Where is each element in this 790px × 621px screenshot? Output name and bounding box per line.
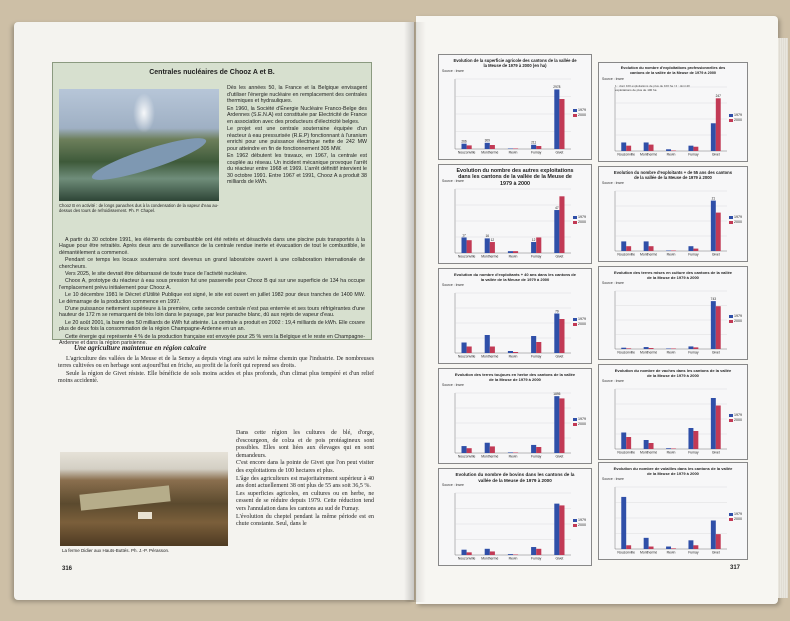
chart-svg [599, 267, 749, 361]
legend-label-1979: 1979 [734, 413, 742, 417]
bar-1979-Revin [666, 349, 671, 350]
bar-1979-Monthermé [485, 549, 490, 555]
field-shape [79, 485, 170, 510]
legend-2000 [573, 422, 586, 427]
section-heading: Une agriculture maintenue en région calcaire [74, 344, 207, 352]
nuclear-plant-photo [59, 89, 219, 201]
category-label: Fumay [531, 254, 542, 259]
chart-source: Source : Insee [602, 379, 624, 383]
bar-1979-Givet [711, 520, 716, 549]
bar-1979-Fumay [688, 428, 693, 449]
category-label: Revin [508, 254, 518, 259]
bar-2000-Monthermé [490, 347, 495, 354]
box-paragraph: Le 10 décembre 1981 le Décret d'Utilité Publique est signé, le site est ouvert en juillet 1982 pour deux tranches de 1400 MW. Le démarrage de la production commence en 1997. [59, 292, 365, 305]
chart-7 [438, 368, 592, 464]
category-label: Monthermé [481, 354, 499, 359]
steam-plume [133, 93, 155, 133]
legend-label-1979: 1979 [578, 518, 586, 522]
bar-1979-Nouzonville [621, 241, 626, 251]
category-label: Nouzonville [617, 550, 635, 555]
bar-1979-Revin [508, 554, 513, 555]
category-label: Fumay [688, 350, 699, 355]
chart-svg [439, 469, 593, 567]
data-label: 266 [461, 139, 467, 144]
bar-2000-Nouzonville [626, 545, 631, 549]
chart-source: Source : Insee [442, 69, 464, 73]
bar-2000-Fumay [536, 342, 541, 353]
chart-title: Evolution des terres mises en culture des cantons de la vallée de la Meuse de 1979 à 2000 [613, 270, 733, 280]
legend-2000 [729, 517, 742, 522]
category-label: Revin [508, 354, 518, 359]
body-paragraph: C'est encore dans la pointe de Givet que l'on peut visiter des exploitations de 100 hectares et plus. [236, 460, 374, 474]
bar-2000-Fumay [693, 147, 698, 151]
bar-2000-Givet [716, 213, 721, 251]
bar-2000-Revin [513, 352, 518, 353]
chart-source: Source : Insee [602, 281, 624, 285]
legend-2000 [729, 418, 742, 423]
bar-2000-Monthermé [649, 145, 654, 151]
legend-label-2000: 2000 [734, 517, 742, 521]
bar-2000-Monthermé [649, 246, 654, 251]
box-full-text [59, 237, 365, 348]
legend-label-1979: 1979 [734, 215, 742, 219]
data-label: 21 [711, 196, 716, 201]
box-paragraph: Vers 2025, le site devrait être débarrassé de toute trace de l'activité nucléaire. [65, 271, 248, 278]
page-number-left: 316 [62, 566, 73, 572]
box-paragraph: A partir du 30 octobre 1991, les éléments du combustible ont été retirés et désactivés dans une piscine puis transportés à la Hague pour être retraités. Après deux ans de surveillance de la centrale rendue inerte et évacuation de tout le combustible, le démantèlement a commencé. [59, 237, 365, 256]
category-label: Revin [508, 150, 518, 155]
bar-1979-Revin [508, 251, 513, 253]
category-label: Monthermé [481, 150, 499, 155]
category-label: Fumay [688, 152, 699, 157]
chart-title: Evolution du nombre d'exploitants + de 55 ans des cantons de la vallée de la Meuse de 1979 à 2000 [613, 170, 733, 181]
chart-svg [439, 369, 593, 465]
legend-label-1979: 1979 [734, 113, 742, 117]
legend-label-2000: 2000 [578, 523, 586, 527]
bar-2000-Givet [716, 306, 721, 349]
bar-2000-Givet [559, 505, 564, 555]
chart-title: Evolution du nombre des autres exploitations dans les cantons de la vallée de la Meuse de 1979 à 2000 [456, 168, 574, 187]
legend-label-2000: 2000 [578, 422, 586, 426]
farm-caption-text: La ferme Didier aux Hauts-Buttés. [62, 548, 130, 553]
category-label: Nouzonville [617, 450, 635, 455]
category-label: Revin [666, 252, 676, 257]
chart-8 [598, 364, 748, 460]
box-paragraph: En 1962 débutent les travaux, en 1967, la centrale est couplée au réseau. Un incident mécanique provoque l'arrêt du réacteur entre 1968 et 1969. L'arrêt définitif intervient le 30 octobre 1991. Entre 1967 et 1991, Chooz A a produit 38 milliards de kWh. [227, 153, 367, 185]
category-label: Revin [666, 450, 676, 455]
category-label: Fumay [688, 450, 699, 455]
category-label: Monthermé [640, 252, 658, 257]
category-label: Nouzonville [617, 152, 635, 157]
chart-svg [599, 365, 749, 461]
legend-label-1979: 1979 [734, 314, 742, 318]
bar-1979-Nouzonville [461, 446, 466, 453]
bar-1979-Monthermé [644, 241, 649, 251]
box-paragraph: Cette énergie qui représente 4 % de la production française est envoyée pour 25 % vers la Belgique et le reste en Champagne-Ardenne et dans la région parisienne. [59, 333, 365, 347]
category-label: Givet [711, 450, 720, 455]
bar-1979-Revin [508, 452, 513, 453]
chart-source: Source : Insee [602, 181, 624, 185]
bar-2000-Revin [513, 453, 518, 454]
bar-1979-Givet [711, 201, 716, 251]
bar-1979-Fumay [531, 445, 536, 453]
bar-2000-Fumay [536, 549, 541, 555]
bar-1979-Nouzonville [461, 550, 466, 555]
bar-1979-Revin [666, 547, 671, 549]
legend-label-2000: 2000 [734, 319, 742, 323]
box-title: Centrales nucléaires de Chooz A et B. [149, 69, 275, 76]
category-label: Fumay [531, 354, 542, 359]
category-label: Revin [666, 550, 676, 555]
chart-legend [729, 215, 742, 225]
category-label: Monthermé [640, 550, 658, 555]
category-label: Revin [666, 152, 676, 157]
bar-1979-Fumay [688, 346, 693, 349]
bar-2000-Givet [559, 398, 564, 453]
bar-1979-Monthermé [485, 443, 490, 453]
bar-1979-Givet [554, 89, 559, 149]
bar-2000-Fumay [693, 431, 698, 449]
box-paragraph: Pendant ce temps les locaux souterrains sont devenus un grand laboratoire ouvert à une collaboration internationale de chercheurs. [59, 257, 365, 270]
box-column-text [227, 85, 367, 187]
chart-title: Evolution du nombre d'exploitations professionnelles des cantons de la vallée de la Meuse de 1979 à 2000 [620, 66, 726, 75]
bar-2000-Givet [559, 196, 564, 253]
bar-2000-Monthermé [649, 547, 654, 549]
category-label: Nouzonville [457, 354, 476, 359]
bar-1979-Revin [508, 149, 513, 150]
legend-label-1979: 1979 [578, 317, 586, 321]
bar-2000-Monthermé [490, 145, 495, 149]
legend-label-2000: 2000 [578, 220, 586, 224]
chart-1 [438, 54, 592, 160]
legend-label-2000: 2000 [734, 220, 742, 224]
bar-1979-Fumay [688, 246, 693, 251]
box-paragraph: D'une puissance nettement supérieure à la première, cette seconde centrale n'est pas enterrée et ses tours réfrigérantes d'une hauteur de 172 m se remarquent de très loin dans le paysage, par leur panache blanc, dû aux rejets de vapeur d'eau. [59, 306, 365, 319]
legend-2000 [729, 118, 742, 123]
category-label: Nouzonville [457, 454, 476, 459]
body-paragraph: Seule la région de Givet résiste. Elle bénéficie de sols moins acides et plus profonds, d'un climat plus tempéré et d'un relief moins accidenté. [58, 370, 374, 385]
chart-source: Source : Insee [602, 77, 624, 81]
box-paragraph: Dès les années 50, la France et la Belgique envisagent d'utiliser l'énergie nucléaire en remplacement des centrales thermiques et hydrauliques. [227, 85, 367, 104]
chart-legend [729, 512, 742, 522]
box-paragraph: Le 20 août 2001, la barre des 50 milliards de kWh fut atteinte. La centrale a produit en 2002 : 19,4 milliards de kWh. Elle couvre plus de deux fois la consommation de la région Champagne-Ardenne en un an. [59, 319, 365, 333]
bar-1979-Givet [711, 123, 716, 151]
category-label: Fumay [688, 252, 699, 257]
box-paragraph: En 1960, la Société d'Énergie Nucléaire Franco-Belge des Ardennes (S.E.N.A) est constituée par Electricité de France en association avec des producteurs d'électricité belges. [227, 105, 367, 125]
legend-label-1979: 1979 [734, 512, 742, 516]
bar-1979-Givet [711, 301, 716, 349]
bar-1979-Fumay [688, 146, 693, 151]
category-label: Givet [711, 152, 720, 157]
chart-svg [599, 463, 749, 561]
bar-2000-Givet [716, 534, 721, 549]
legend-label-2000: 2000 [578, 322, 586, 326]
bar-1979-Givet [554, 396, 559, 453]
legend-2000 [729, 220, 742, 225]
bar-1979-Givet [554, 210, 559, 253]
bar-2000-Givet [716, 406, 721, 450]
chart-legend [573, 215, 586, 225]
bar-1979-Monthermé [644, 142, 649, 151]
chart-title: Evolution de la superficie agricole des cantons de la vallée de la Meuse de 1979 à 2000 (en ha) [453, 58, 577, 69]
chart-legend [573, 417, 586, 427]
farmhouse-shape [138, 512, 152, 519]
legend-label-2000: 2000 [578, 113, 586, 117]
chart-legend [573, 518, 586, 528]
bar-2000-Nouzonville [467, 145, 472, 149]
chart-legend [729, 413, 742, 423]
bar-2000-Revin [671, 151, 676, 152]
bar-2000-Monthermé [490, 242, 495, 253]
category-label: Givet [711, 350, 720, 355]
bar-1979-Fumay [531, 336, 536, 353]
category-label: Nouzonville [617, 252, 635, 257]
bar-1979-Monthermé [644, 538, 649, 549]
bar-1979-Givet [711, 398, 716, 449]
bar-2000-Nouzonville [467, 347, 472, 354]
farm-caption-credit: Ph. J.-P. Pérasson. [131, 548, 170, 553]
chart-title: Evolution du nombre de vaches dans les cantons de la vallée de la Meuse de 1979 à 2000 [614, 368, 732, 378]
category-label: Fumay [531, 150, 542, 155]
chart-title: Evolution des terres toujours en herbe des cantons de la vallée de la Meuse de 1979 à 2000 [454, 372, 576, 382]
bar-2000-Fumay [693, 249, 698, 251]
bar-2000-Monthermé [490, 446, 495, 453]
chart-legend [573, 317, 586, 327]
data-label: 2978 [553, 85, 561, 90]
chart-title: Evolution du nombre d'exploitants + 40 ans dans les cantons de la vallée de la Meuse de 1979 à 2000 [454, 272, 576, 282]
page-edges [778, 38, 788, 598]
bar-1979-Givet [554, 314, 559, 354]
bar-2000-Revin [671, 548, 676, 549]
chart-svg [439, 55, 593, 161]
legend-2000 [729, 319, 742, 324]
category-label: Monthermé [640, 450, 658, 455]
bar-2000-Monthermé [649, 348, 654, 349]
bar-1979-Fumay [531, 242, 536, 253]
bar-2000-Revin [671, 449, 676, 450]
data-label: 47 [555, 205, 559, 210]
chart-note: 1 : dont 100 exploitations de plus de 100 ha / 2 : dont 40 exploitations de plus de 100 ha [615, 84, 690, 92]
category-label: Nouzonville [457, 150, 476, 155]
bar-2000-Nouzonville [626, 146, 631, 151]
page-number-right: 317 [730, 565, 741, 571]
legend-label-1979: 1979 [578, 108, 586, 112]
body-paragraph: L'âge des agriculteurs est majoritairement supérieur à 40 ans dont actuellement 38 ont plus de 55 ans soit 36,5 %. [236, 475, 374, 490]
category-label: Nouzonville [457, 556, 476, 561]
category-label: Givet [711, 252, 720, 257]
category-label: Fumay [531, 454, 542, 459]
data-label: 1895 [553, 391, 561, 396]
book-gutter [404, 22, 426, 602]
bar-2000-Monthermé [649, 443, 654, 449]
caption-text: Chooz B en activité : de longs panaches dus à la condensation de la vapeur d'eau au-dessus des tours de refroidissement. [59, 203, 219, 214]
category-label: Fumay [531, 556, 542, 561]
chart-svg [599, 63, 749, 163]
category-label: Monthermé [481, 556, 499, 561]
agriculture-column [236, 430, 374, 529]
bar-1979-Nouzonville [621, 142, 626, 151]
chart-title: Evolution du nombre de volailles dans les cantons de la vallée de la Meuse de 1979 à 2000 [613, 466, 733, 476]
bar-1979-Nouzonville [621, 348, 626, 349]
category-label: Givet [555, 254, 564, 259]
caption-credit: Ph. P. Chapel. [128, 208, 156, 214]
body-paragraph: Dans cette région les cultures de blé, d'orge, d'escourgeon, de colza et de pois protéagineux sont possibles. Elles sont liées aux élevages qui en sont demandeurs. [236, 430, 374, 459]
bar-2000-Fumay [536, 447, 541, 453]
bar-1979-Monthermé [485, 143, 490, 149]
bar-2000-Nouzonville [467, 448, 472, 453]
body-paragraph: Les superficies agricoles, en cultures ou en herbe, ne cessent de se réduire depuis 1979. Cette réduction tend vers l'annulation dans les cantons au sud de Fumay. [236, 490, 374, 512]
bar-1979-Revin [666, 251, 671, 252]
category-label: Givet [555, 556, 564, 561]
bar-1979-Givet [554, 504, 559, 555]
bar-2000-Nouzonville [467, 240, 472, 253]
bar-1979-Monthermé [644, 347, 649, 349]
chart-3 [438, 164, 592, 264]
agriculture-intro [58, 356, 374, 386]
bar-2000-Givet [716, 98, 721, 151]
data-label: 17 [462, 233, 466, 238]
chart-svg [599, 167, 749, 263]
chart-source: Source : Insee [442, 383, 464, 387]
category-label: Fumay [688, 550, 699, 555]
bar-1979-Nouzonville [461, 144, 466, 149]
bar-2000-Revin [671, 349, 676, 350]
category-label: Monthermé [640, 152, 658, 157]
data-label: 16 [485, 234, 490, 239]
bar-2000-Nouzonville [626, 437, 631, 449]
legend-label-1979: 1979 [578, 417, 586, 421]
chart-svg [439, 269, 593, 365]
chart-9 [438, 468, 592, 566]
chart-4 [598, 166, 748, 262]
bar-2000-Fumay [693, 347, 698, 349]
category-label: Nouzonville [457, 254, 476, 259]
farm-photo [60, 452, 228, 546]
data-label: 211 [531, 140, 537, 145]
category-label: Givet [555, 454, 564, 459]
category-label: Monthermé [640, 350, 658, 355]
bar-2000-Givet [559, 99, 564, 149]
river-shape [89, 131, 209, 187]
category-label: Nouzonville [617, 350, 635, 355]
data-label: 12 [531, 237, 536, 242]
category-label: Monthermé [481, 454, 499, 459]
category-label: Revin [508, 556, 518, 561]
chart-2 [598, 62, 748, 162]
bar-1979-Nouzonville [461, 237, 466, 253]
bar-2000-Fumay [536, 237, 541, 253]
chart-legend [729, 314, 742, 324]
chart-6 [598, 266, 748, 360]
body-paragraph: L'agriculture des vallées de la Meuse et de la Semoy a depuis vingt ans suivi le même chemin que l'industrie. De nombreuses terres cultivées ou en herbage sont aujourd'hui en friche, au profit de la forêt qui reprend ses droits. [58, 356, 374, 370]
chart-legend [573, 108, 586, 118]
body-paragraph: L'évolution du cheptel pendant la même période est en chute constante. Seul, dans le [236, 513, 374, 528]
chart-source: Source : Insee [442, 283, 464, 287]
data-label: 743 [710, 296, 717, 301]
bar-1979-Monthermé [485, 238, 490, 253]
data-label: 12 [490, 237, 495, 242]
data-label: 309 [484, 138, 490, 143]
category-label: Givet [555, 150, 564, 155]
photo-caption [59, 203, 221, 213]
category-label: Givet [555, 354, 564, 359]
bar-2000-Revin [513, 149, 518, 150]
category-label: Monthermé [481, 254, 499, 259]
bar-2000-Revin [513, 555, 518, 556]
bar-1979-Revin [508, 351, 513, 353]
chart-source: Source : Insee [442, 179, 464, 183]
category-label: Revin [666, 350, 676, 355]
bar-1979-Monthermé [644, 440, 649, 449]
bar-2000-Monthermé [490, 551, 495, 555]
farm-photo-caption [62, 548, 169, 553]
bar-1979-Fumay [688, 540, 693, 549]
bar-2000-Nouzonville [467, 552, 472, 555]
chart-title: Evolution du nombre de bovins dans les cantons de la vallée de la Meuse de 1979 à 2000 [455, 472, 575, 483]
bar-2000-Revin [513, 251, 518, 253]
bar-1979-Monthermé [485, 335, 490, 353]
bar-2000-Nouzonville [626, 348, 631, 349]
bar-1979-Fumay [531, 145, 536, 149]
chart-source: Source : Insee [442, 483, 464, 487]
bar-2000-Fumay [536, 146, 541, 149]
bar-1979-Nouzonville [621, 433, 626, 450]
chart-10 [598, 462, 748, 560]
legend-label-2000: 2000 [734, 418, 742, 422]
bar-2000-Fumay [693, 545, 698, 549]
bar-2000-Givet [559, 319, 564, 353]
legend-label-1979: 1979 [578, 215, 586, 219]
bar-1979-Nouzonville [461, 343, 466, 354]
category-label: Givet [711, 550, 720, 555]
data-label: 79 [555, 309, 559, 314]
box-paragraph: Choox A, prototype du réacteur à eau sous pression fut une passerelle pour Chooz B qui sur une superficie de 134 ha occupe l'emplacement prévu initialement pour Chooz A. [59, 278, 365, 291]
legend-2000 [573, 113, 586, 118]
bar-2000-Revin [671, 251, 676, 252]
data-label: 247 [715, 94, 721, 99]
legend-2000 [573, 322, 586, 327]
chart-source: Source : Insee [602, 477, 624, 481]
nuclear-info-box [52, 62, 372, 347]
bar-1979-Revin [666, 448, 671, 449]
bar-1979-Nouzonville [621, 497, 626, 549]
chart-svg [439, 165, 593, 265]
bar-2000-Nouzonville [626, 246, 631, 251]
bar-1979-Revin [666, 149, 671, 151]
box-paragraph: Le projet est une centrale souterraine équipée d'un réacteur à eau pressurisée (R.E.P) fonctionnant à l'uranium enrichi pour une puissance électrique nette de 242 MW pour atteindre en fin de fonctionnement 305 MW. [227, 126, 367, 152]
legend-label-2000: 2000 [734, 118, 742, 122]
chart-5 [438, 268, 592, 364]
bar-1979-Fumay [531, 547, 536, 555]
chart-legend [729, 113, 742, 123]
legend-2000 [573, 523, 586, 528]
legend-2000 [573, 220, 586, 225]
category-label: Revin [508, 454, 518, 459]
